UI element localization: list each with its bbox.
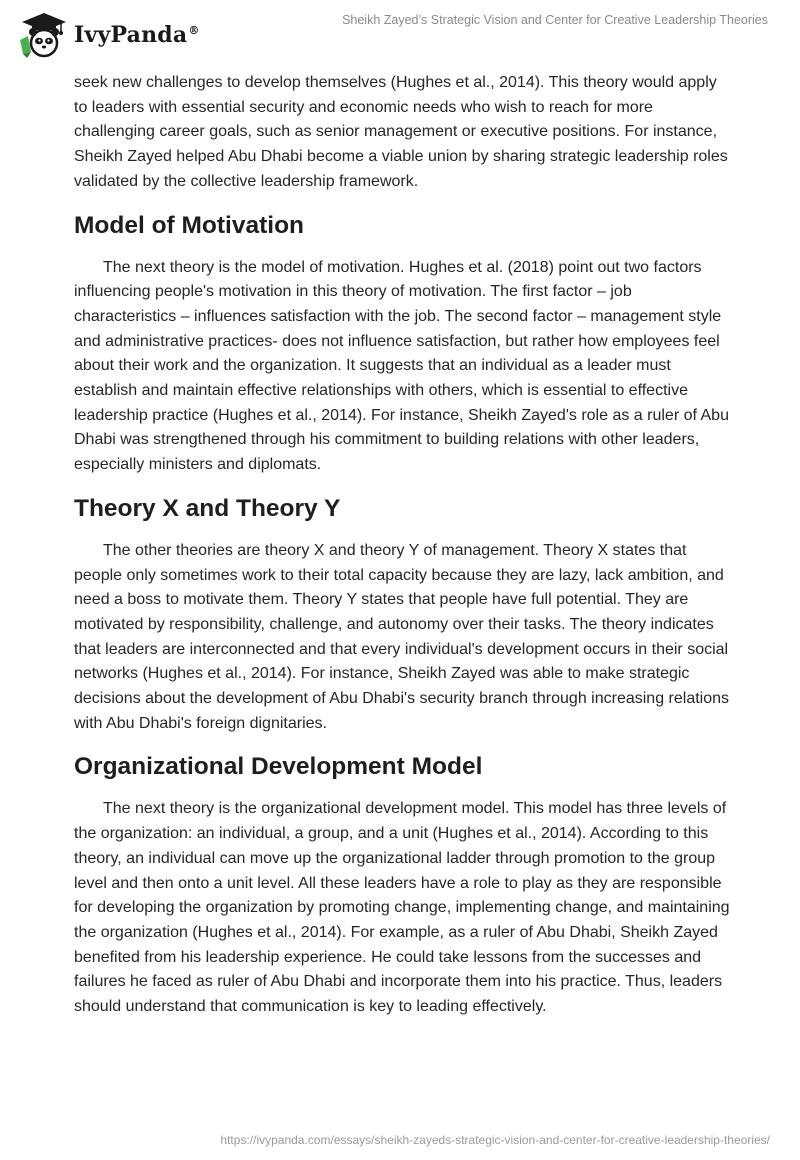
document-title: Sheikh Zayed’s Strategic Vision and Center for Creative Leadership Theories [342,13,768,27]
section-heading-model-of-motivation: Model of Motivation [74,211,304,239]
source-url[interactable]: https://ivypanda.com/essays/sheikh-zayeds-strategic-vision-and-center-for-creative-leadership-theories/ [220,1133,770,1147]
section-paragraph-organizational-development: The next theory is the organizational development model. This model has three levels of the organization: an individual, a group, and a unit (Hughes et al., 2014). According to this theory, an individual can move up the organizational ladder through promotion to the group level and then onto a unit level. All these leaders have a role to play as they are responsible for developing the organization by promoting change, implementing change, and maintaining the organization (Hughes et al., 2014). For example, as a ruler of Abu Dhabi, Sheikh Zayed benefited from his leadership experience. He could take lessons from the successes and failures he faced as ruler of Abu Dhabi and incorporate them into his practice. Thus, leaders should understand that communication is key to leading effectively. [74,800,730,1016]
section-paragraph-theory-x-y: The other theories are theory X and theory Y of management. Theory X states that people only sometimes work to their total capacity because they are lazy, lack ambition, and need a boss to motivate them. Theory Y states that people have full potential. They are motivated by responsibility, challenge, and autonomy over their tasks. The theory indicates that leaders are interconnected and that every individual's development occurs in their social networks (Hughes et al., 2014). For instance, Sheikh Zayed was able to make strategic decisions about the development of Abu Dhabi's security branch through increasing relations with Abu Dhabi's foreign dignitaries. [74,541,730,732]
registered-mark: ® [188,23,200,37]
page-header [0,0,800,62]
logo-text: IvyPanda® [74,22,200,48]
ivypanda-logo[interactable] [14,10,200,60]
section-heading-theory-x-y: Theory X and Theory Y [74,494,341,522]
essay-body [74,71,734,1020]
panda-graduate-icon [14,10,70,60]
section-heading-organizational-development: Organizational Development Model [74,753,483,781]
section-paragraph-model-of-motivation: The next theory is the model of motivation. Hughes et al. (2018) point out two factors influencing people's motivation in this theory of motivation. The first factor – job characteristics – influences satisfaction with the job. The second factor – management style and administrative practices- does not influence satisfaction, but rather how employees feel about their work and the organization. It suggests that an individual as a leader must establish and maintain effective relationships with others, which is essential to effective leadership practice (Hughes et al., 2014). For instance, Sheikh Zayed's role as a ruler of Abu Dhabi was strengthened through his commitment to building relations with other leaders, especially ministers and diplomats. [74,258,729,474]
intro-paragraph: seek new challenges to develop themselves (Hughes et al., 2014). This theory would apply to leaders with essential security and economic needs who wish to reach for more challenging career goals, such as senior management or executive positions. For instance, Sheikh Zayed helped Abu Dhabi become a viable union by sharing strategic leadership roles validated by the collective leadership framework. [74,74,728,190]
